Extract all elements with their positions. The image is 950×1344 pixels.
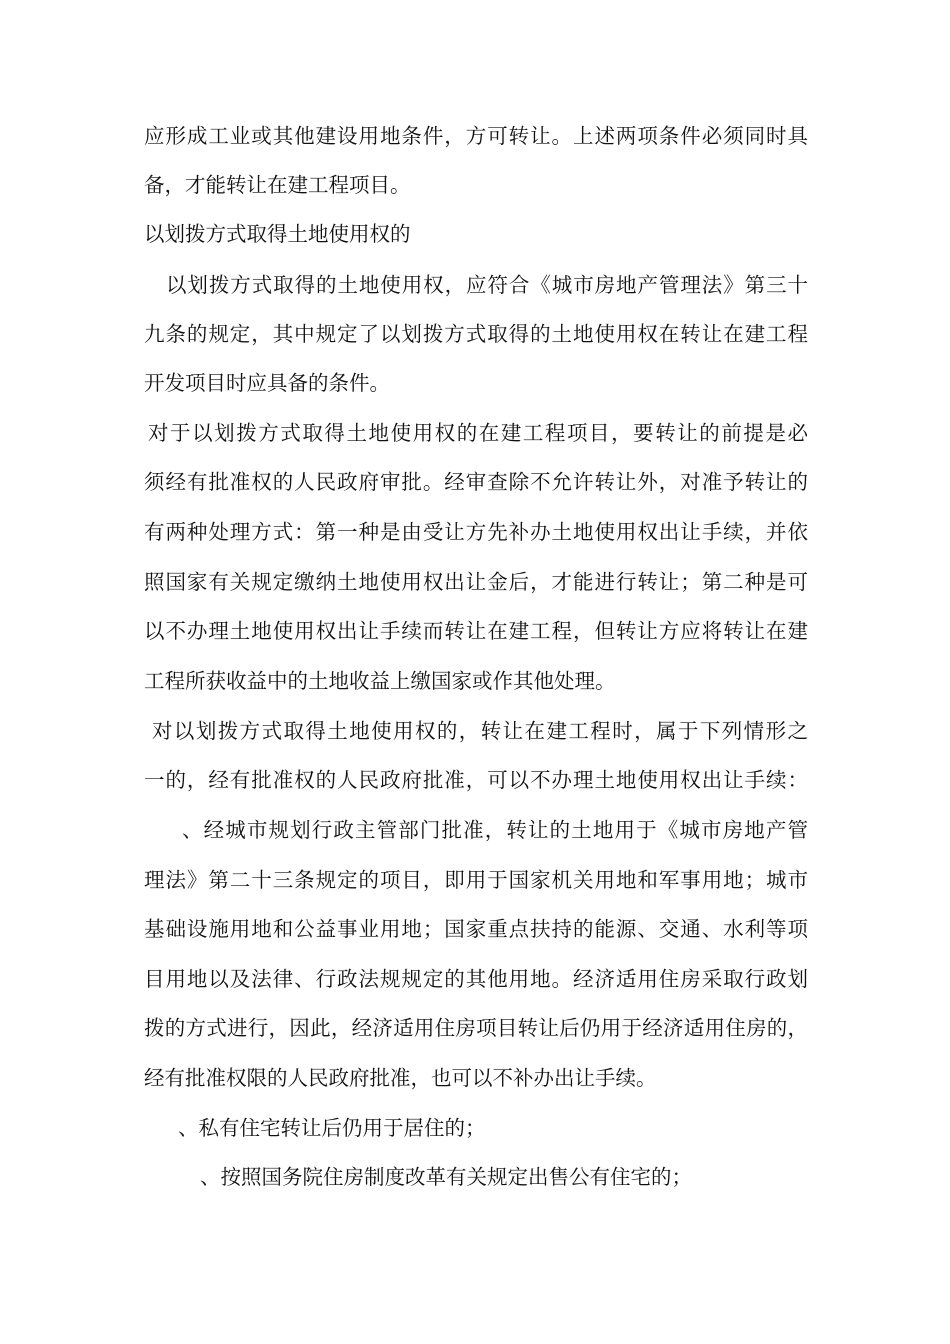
text-line: 经有批准权限的人民政府批准，也可以不补办出让手续。 <box>144 1066 657 1090</box>
text-line: 理法》第二十三条规定的项目，即用于国家机关用地和军事用地；城市 <box>144 868 808 892</box>
text-line: 对以划拨方式取得土地使用权的，转让在建工程时，属于下列情形之 <box>152 719 808 743</box>
text-line: 一的，经有批准权的人民政府批准，可以不办理土地使用权出让手续： <box>144 768 808 792</box>
text-line: 有两种处理方式：第一种是由受让方先补办土地使用权出让手续，并依 <box>144 520 808 544</box>
text-line: 九条的规定，其中规定了以划拨方式取得的土地使用权在转让在建工程 <box>144 322 808 346</box>
text-line: 开发项目时应具备的条件。 <box>144 371 390 395</box>
text-line: 照国家有关规定缴纳土地使用权出让金后，才能进行转让；第二种是可 <box>144 570 808 594</box>
text-line: 目用地以及法律、行政法规规定的其他用地。经济适用住房采取行政划 <box>144 967 808 991</box>
text-line: 基础设施用地和公益事业用地；国家重点扶持的能源、交通、水利等项 <box>144 917 808 941</box>
list-item: 、按照国务院住房制度改革有关规定出售公有住宅的； <box>200 1165 692 1189</box>
section-heading: 以划拨方式取得土地使用权的 <box>144 222 411 246</box>
text-line: 对于以划拨方式取得土地使用权的在建工程项目，要转让的前提是必 <box>148 421 808 445</box>
text-line: 拨的方式进行，因此，经济适用住房项目转让后仍用于经济适用住房的， <box>144 1016 808 1040</box>
text-line: 备，才能转让在建工程项目。 <box>144 173 411 197</box>
list-item: 、私有住宅转让后仍用于居住的； <box>178 1116 486 1140</box>
text-line: 以不办理土地使用权出让手续而转让在建工程，但转让方应将转让在建 <box>144 619 808 643</box>
list-item: 、经城市规划行政主管部门批准，转让的土地用于《城市房地产管 <box>182 818 808 842</box>
text-line: 应形成工业或其他建设用地条件，方可转让。上述两项条件必须同时具 <box>144 124 808 148</box>
text-line: 以划拨方式取得的土地使用权，应符合《城市房地产管理法》第三十 <box>166 273 808 297</box>
text-line: 须经有批准权的人民政府审批。经审查除不允许转让外，对准予转让的 <box>144 470 808 494</box>
text-line: 工程所获收益中的土地收益上缴国家或作其他处理。 <box>144 669 616 693</box>
